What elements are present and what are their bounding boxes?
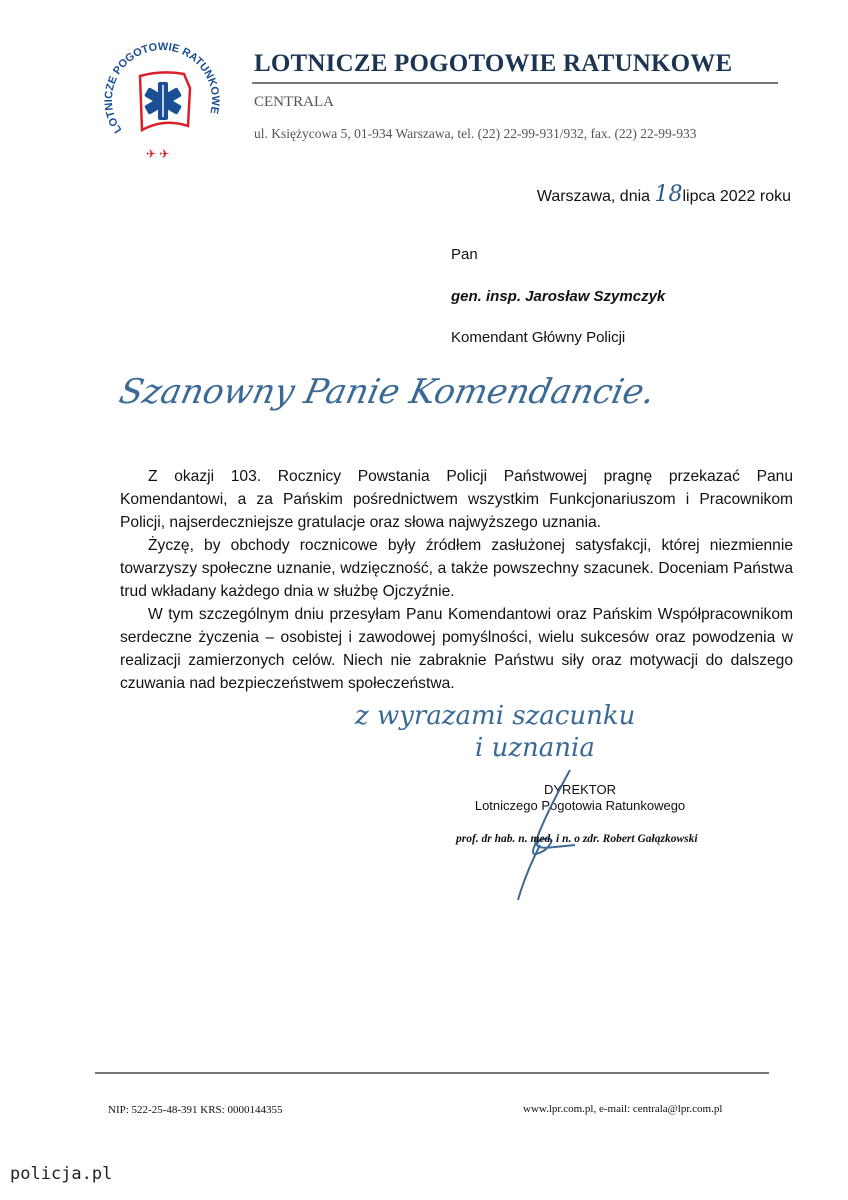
date-prefix: Warszawa, dnia bbox=[536, 188, 655, 205]
footer-contact: www.lpr.com.pl, e-mail: centrala@lpr.com.pl bbox=[523, 1103, 723, 1115]
paragraph: Życzę, by obchody rocznicowe były źródłem zasłużonej satysfakcji, której niezmiennie towarzyszy społeczne uznanie, wdzięczność, a także powszechny szacunek. Doceniam Państwa trud wkładany każdego dnia w służbę Ojczyźnie. bbox=[120, 537, 793, 600]
recipient-salutation: Pan bbox=[451, 246, 478, 263]
signature-org: Lotniczego Pogotowia Ratunkowego bbox=[474, 798, 686, 813]
logo bbox=[100, 38, 225, 163]
recipient-name: gen. insp. Jarosław Szymczyk bbox=[451, 288, 666, 305]
handwritten-salutation: Szanowny Panie Komendancie. bbox=[115, 372, 659, 412]
recipient-title: Komendant Główny Policji bbox=[451, 329, 626, 346]
paragraph: W tym szczególnym dniu przesyłam Panu Komendantowi oraz Pańskim Współpracownikom serdeczne życzenia – osobistej i zawodowej pomyślności, wielu sukcesów oraz powodzenia w realizacji zamierzonych celów. Niech nie zabraknie Państwu siły oraz motywacji do dalszego czuwania nad bezpieczeństwem społeczeństwa. bbox=[120, 606, 793, 692]
handwritten-closing bbox=[355, 700, 635, 764]
paragraph: Z okazji 103. Rocznicy Powstania Policji Państwowej pragnę przekazać Panu Komendantowi, a za Pańskim pośrednictwem wszystkim Funkcjonariuszom i Pracownikom Policji, najserdeczniejsze gratulacje oraz słowa najwyższego uznania. bbox=[120, 468, 793, 531]
closing-line: i uznania bbox=[475, 733, 595, 763]
date-suffix: lipca 2022 roku bbox=[682, 188, 791, 205]
footer-registration: NIP: 522-25-48-391 KRS: 0000144355 bbox=[108, 1104, 283, 1116]
organization-name: LOTNICZE POGOTOWIE RATUNKOWE bbox=[254, 50, 733, 77]
closing-line: z wyrazami szacunku bbox=[355, 701, 636, 731]
watermark: policja.pl bbox=[10, 1164, 113, 1184]
signature-name: prof. dr hab. n. med. i n. o zdr. Robert Gałązkowski bbox=[456, 833, 698, 845]
signature-role: DYREKTOR bbox=[544, 782, 616, 797]
department: CENTRALA bbox=[254, 94, 334, 110]
footer-divider bbox=[95, 1072, 769, 1074]
header-divider bbox=[252, 82, 778, 84]
logo-ring-text: LOTNICZE POGOTOWIE RATUNKOWE bbox=[102, 41, 222, 136]
address: ul. Księżycowa 5, 01-934 Warszawa, tel. (22) 22-99-931/932, fax. (22) 22-99-933 bbox=[254, 126, 697, 141]
plane-icons: ✈ ✈ bbox=[146, 147, 170, 161]
date-day: 18 bbox=[654, 182, 683, 207]
letter-date bbox=[537, 182, 791, 207]
letter-body bbox=[120, 465, 793, 695]
